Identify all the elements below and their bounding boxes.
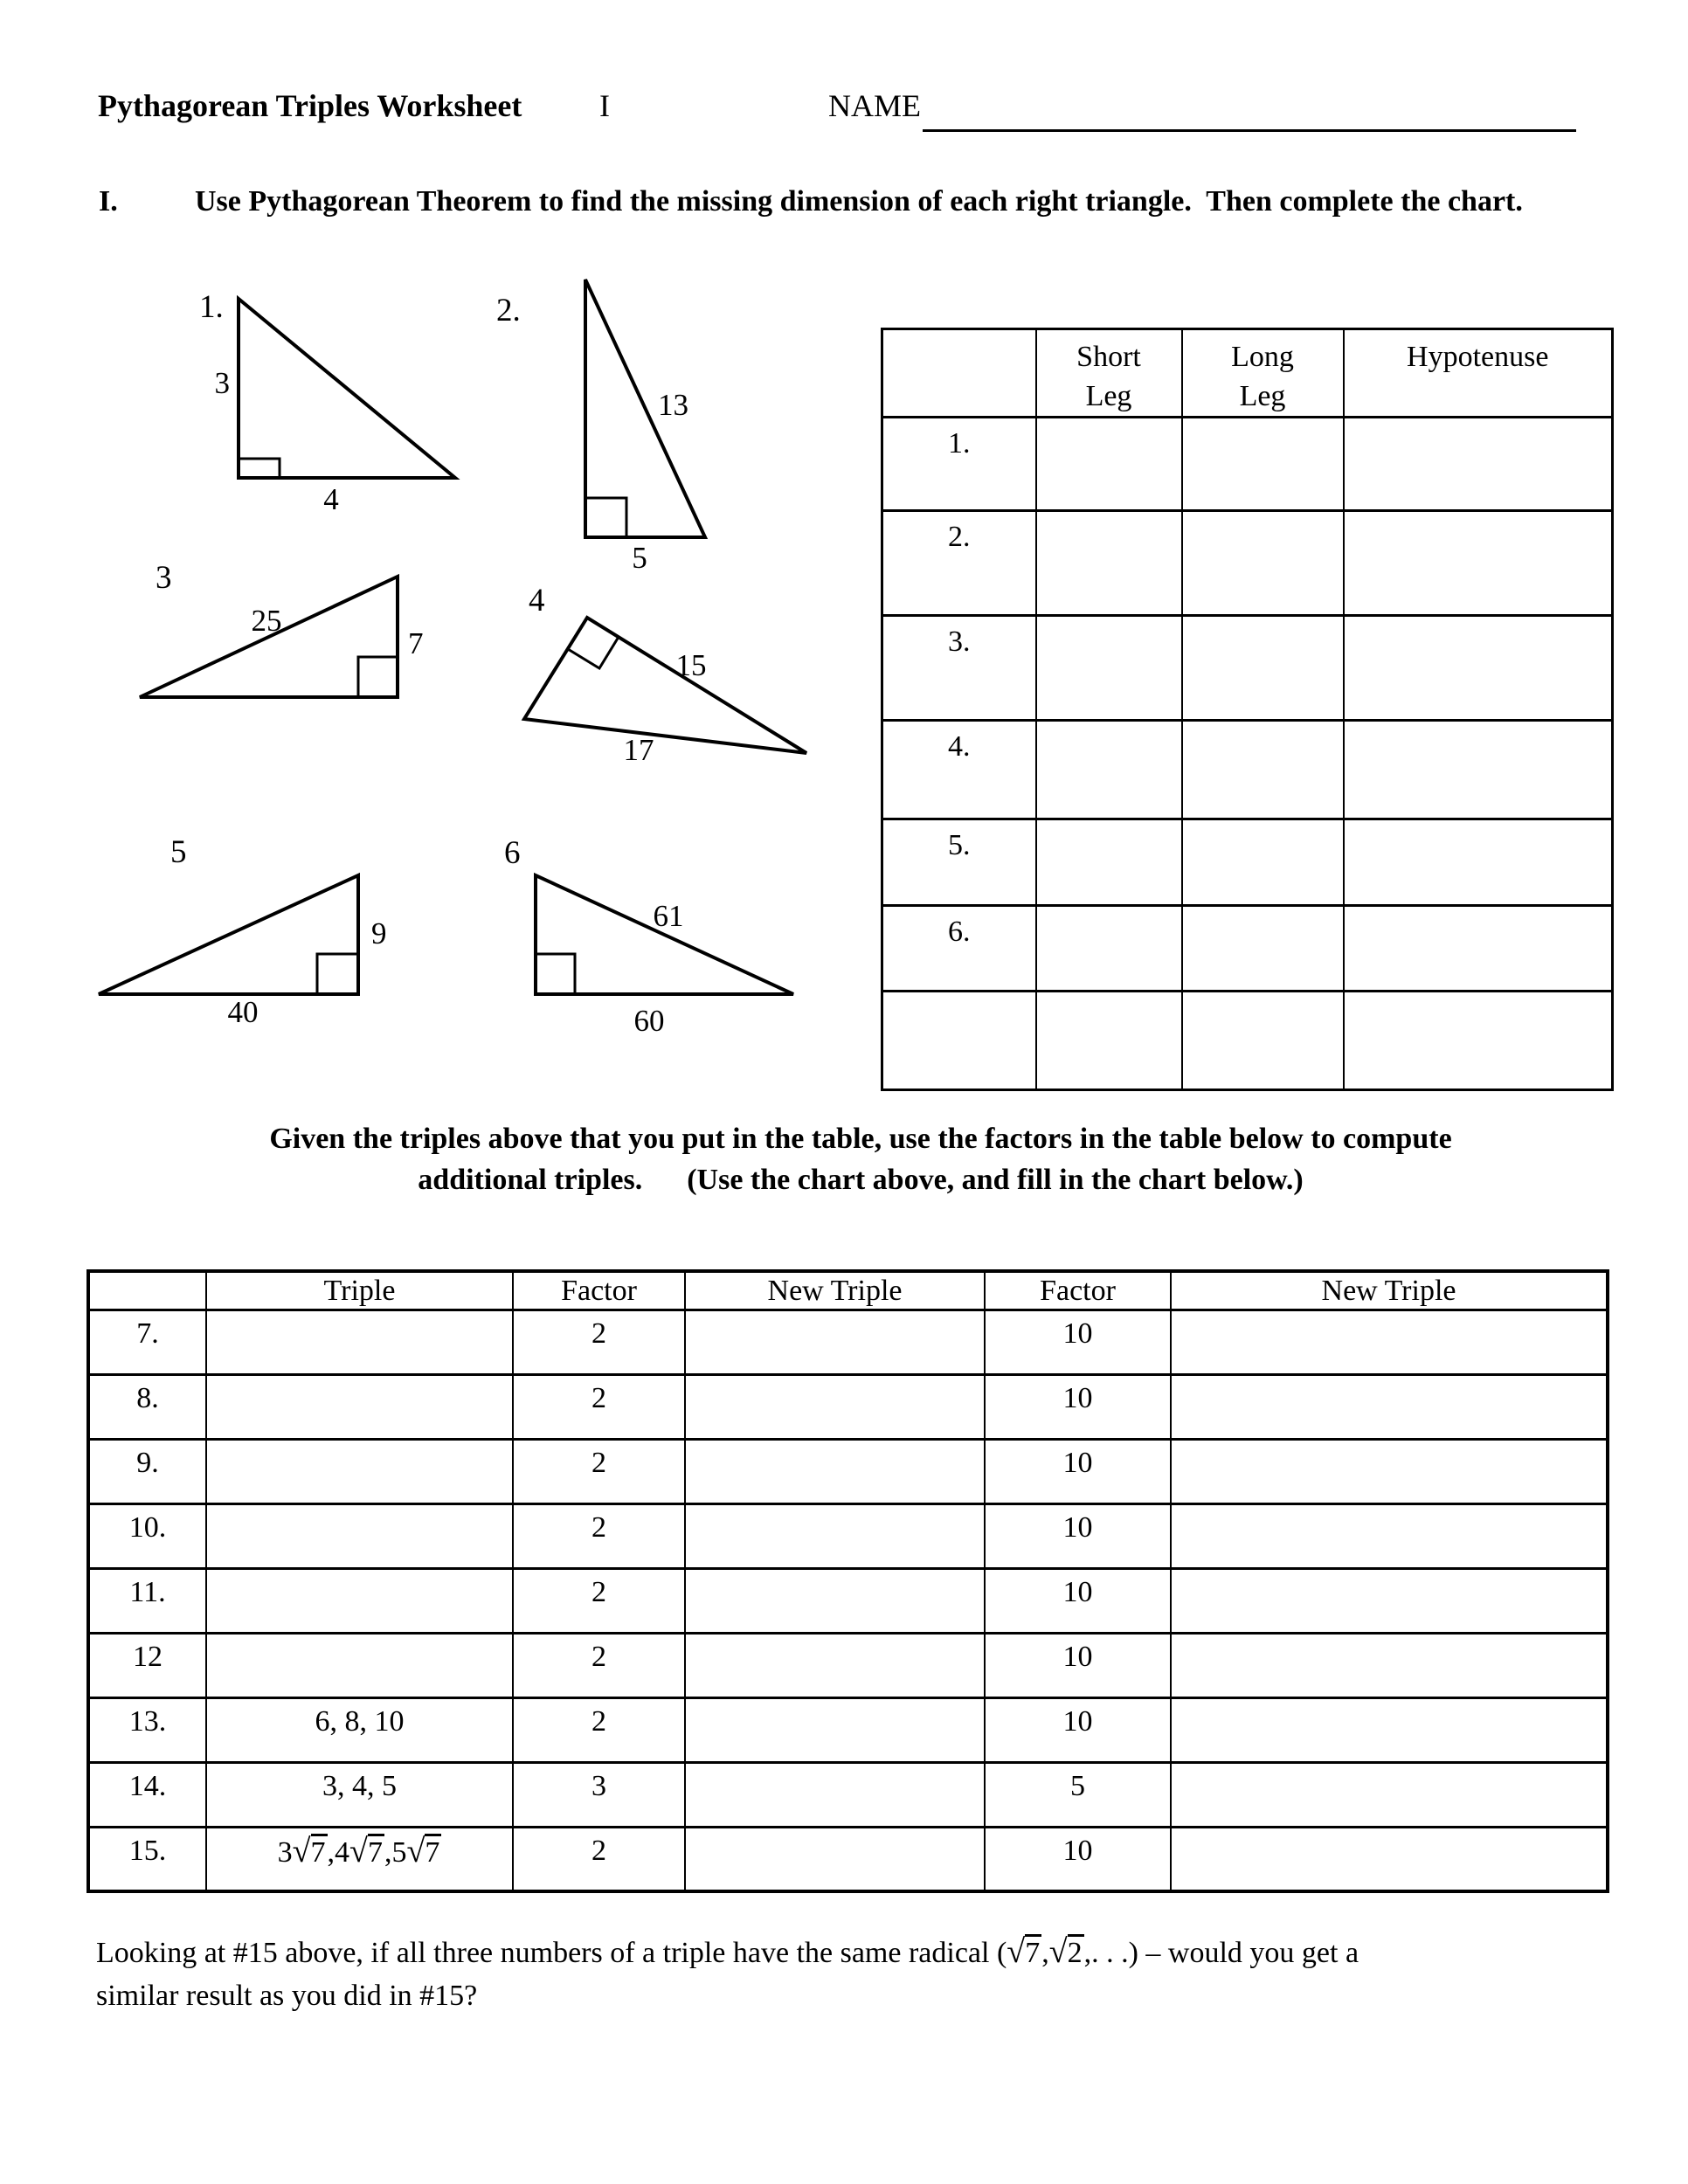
table2-triple-cell: 3, 4, 5 xyxy=(206,1762,513,1827)
table-row xyxy=(882,418,1613,511)
table1-row-num: 4. xyxy=(882,721,1036,819)
triangle-3-label: 3 xyxy=(156,560,172,596)
table2-triple-cell[interactable] xyxy=(206,1503,513,1568)
closing-question-line1: Looking at #15 above, if all three numbers of a triple have the same radical ( √ 7, √ 2,. . .) – would you get a xyxy=(96,1932,1616,1971)
table2-row-num: 15. xyxy=(88,1827,206,1891)
table-row xyxy=(88,1503,1608,1568)
table2-new-triple2-cell[interactable] xyxy=(1171,1439,1608,1503)
table2-row-num: 8. xyxy=(88,1374,206,1439)
table-row xyxy=(88,1697,1608,1762)
middle-instruction-line1: Given the triples above that you put in the table, use the factors in the table below to compute xyxy=(269,1123,1452,1155)
table2-triple-cell: 6, 8, 10 xyxy=(206,1697,513,1762)
table-row xyxy=(882,992,1613,1090)
table2-factor1-cell: 2 xyxy=(513,1568,685,1633)
table1-blank-short-leg[interactable] xyxy=(1036,511,1182,616)
table2-factor2-cell: 10 xyxy=(985,1374,1171,1439)
table2-header-new-triple: New Triple xyxy=(685,1271,985,1310)
middle-instruction-line2: additional triples. (Use the chart above, and fill in the chart below.) xyxy=(418,1164,1304,1196)
table2-row-num: 11. xyxy=(88,1568,206,1633)
triangle-6-hypotenuse: 61 xyxy=(653,899,684,933)
table2-header-new-triple: New Triple xyxy=(1171,1271,1608,1310)
table-row xyxy=(882,616,1613,721)
table1-blank-hypotenuse[interactable] xyxy=(1344,721,1613,819)
table-row xyxy=(882,906,1613,992)
table1-blank-hypotenuse[interactable] xyxy=(1344,819,1613,906)
table1-corner-cell xyxy=(882,329,1036,418)
table2-row-num: 7. xyxy=(88,1310,206,1374)
table2-new-triple2-cell[interactable] xyxy=(1171,1762,1608,1827)
triangle-4-shape xyxy=(524,618,806,753)
section-number: I. xyxy=(99,185,118,218)
table2-row-num: 12 xyxy=(88,1633,206,1697)
table1-blank-long-leg[interactable] xyxy=(1182,992,1344,1090)
triangle-3-figure xyxy=(92,559,489,725)
table2-header-factor: Factor xyxy=(985,1271,1171,1310)
table-row xyxy=(88,1633,1608,1697)
triangle-5-label: 5 xyxy=(170,834,187,870)
triangle-5-figure xyxy=(92,834,489,1040)
triangle-5-shape xyxy=(99,875,358,994)
table2-row-num: 14. xyxy=(88,1762,206,1827)
table2-factor1-cell: 2 xyxy=(513,1310,685,1374)
table2-factor2-cell: 10 xyxy=(985,1503,1171,1568)
triangle-1-side-a: 3 xyxy=(214,366,230,400)
table1-row-num: 6. xyxy=(882,906,1036,992)
table1-header-hypotenuse: Hypotenuse xyxy=(1344,329,1613,418)
table2-triple-cell[interactable] xyxy=(206,1568,513,1633)
table2-new-triple1-cell[interactable] xyxy=(685,1503,985,1568)
table2-factor1-cell: 3 xyxy=(513,1762,685,1827)
table1-blank-long-leg[interactable] xyxy=(1182,721,1344,819)
table1-header-short-leg: Short Leg xyxy=(1036,329,1182,418)
table2-new-triple1-cell[interactable] xyxy=(685,1310,985,1374)
triangle-5-side-b: 40 xyxy=(227,995,259,1029)
table-row xyxy=(882,511,1613,616)
triangle-dimensions-table xyxy=(881,328,1614,1091)
table2-new-triple2-cell[interactable] xyxy=(1171,1827,1608,1891)
radical-triple-term: , 5 √ 7 xyxy=(384,1834,441,1870)
triangle-4-label: 4 xyxy=(529,583,545,619)
name-blank-line[interactable] xyxy=(923,91,1576,132)
table1-blank-hypotenuse[interactable] xyxy=(1344,616,1613,721)
triangle-2-side-b: 5 xyxy=(632,541,647,575)
table1-blank-short-leg[interactable] xyxy=(1036,819,1182,906)
right-angle-marker xyxy=(568,637,619,668)
worksheet-title: Pythagorean Triples Worksheet xyxy=(98,88,522,123)
table2-factor2-cell: 10 xyxy=(985,1827,1171,1891)
triangle-2-hypotenuse: 13 xyxy=(658,388,688,422)
table1-row-num: 2. xyxy=(882,511,1036,616)
table1-row-num xyxy=(882,992,1036,1090)
table2-triple-cell[interactable] xyxy=(206,1310,513,1374)
table2-factor1-cell: 2 xyxy=(513,1374,685,1439)
table2-new-triple2-cell[interactable] xyxy=(1171,1310,1608,1374)
triangle-6-figure xyxy=(489,835,839,1044)
table1-blank-hypotenuse[interactable] xyxy=(1344,418,1613,511)
table2-new-triple1-cell[interactable] xyxy=(685,1762,985,1827)
table2-factor2-cell: 10 xyxy=(985,1439,1171,1503)
table2-factor1-cell: 2 xyxy=(513,1633,685,1697)
table2-new-triple1-cell[interactable] xyxy=(685,1633,985,1697)
table-row xyxy=(882,721,1613,819)
triangle-6-label: 6 xyxy=(504,835,521,871)
table2-new-triple2-cell[interactable] xyxy=(1171,1633,1608,1697)
table1-blank-short-leg[interactable] xyxy=(1036,721,1182,819)
triangle-1-shape xyxy=(239,299,455,478)
section-1-instruction xyxy=(99,180,1610,224)
radical-sign-icon: √ 7 xyxy=(1007,1932,1041,1971)
radical-triple-term: 3 √ 7 xyxy=(278,1834,328,1870)
name-label: NAME xyxy=(828,88,921,123)
table2-row-num: 13. xyxy=(88,1697,206,1762)
table2-new-triple1-cell[interactable] xyxy=(685,1697,985,1762)
table2-factor1-cell: 2 xyxy=(513,1439,685,1503)
table1-blank-short-leg[interactable] xyxy=(1036,992,1182,1090)
table2-header-factor: Factor xyxy=(513,1271,685,1310)
triangle-1-figure xyxy=(122,284,489,529)
radical-sign-icon: √ 7 xyxy=(293,1834,328,1870)
section-instruction-text: Use Pythagorean Theorem to find the missing dimension of each right triangle. Then complete the chart. xyxy=(195,185,1523,218)
right-angle-marker xyxy=(317,954,358,994)
triangle-3-side-a: 7 xyxy=(408,626,424,660)
table1-blank-hypotenuse[interactable] xyxy=(1344,511,1613,616)
table2-triple-cell-radicals xyxy=(206,1827,513,1891)
table2-factor2-cell: 10 xyxy=(985,1697,1171,1762)
radical-sign-icon: √ 7 xyxy=(406,1834,441,1870)
triples-factors-table xyxy=(86,1269,1609,1893)
table2-triple-cell[interactable] xyxy=(206,1374,513,1439)
table2-new-triple1-cell[interactable] xyxy=(685,1827,985,1891)
table2-new-triple2-cell[interactable] xyxy=(1171,1568,1608,1633)
table2-header-triple: Triple xyxy=(206,1271,513,1310)
triangle-4-figure xyxy=(515,572,839,778)
triangle-6-side-b: 60 xyxy=(633,1004,665,1038)
triangle-5-side-a: 9 xyxy=(371,916,387,950)
table2-factor1-cell: 2 xyxy=(513,1697,685,1762)
table1-header-long-leg: Long Leg xyxy=(1182,329,1344,418)
table1-row-num: 5. xyxy=(882,819,1036,906)
triangle-1-side-b: 4 xyxy=(323,482,339,516)
table-row xyxy=(88,1568,1608,1633)
table1-row-num: 3. xyxy=(882,616,1036,721)
table2-factor2-cell: 5 xyxy=(985,1762,1171,1827)
table1-blank-short-leg[interactable] xyxy=(1036,418,1182,511)
table1-blank-short-leg[interactable] xyxy=(1036,906,1182,992)
table-row xyxy=(88,1827,1608,1891)
table1-blank-long-leg[interactable] xyxy=(1182,906,1344,992)
closing-question-line2: similar result as you did in #15? xyxy=(96,1980,478,2012)
table-row xyxy=(88,1310,1608,1374)
worksheet-number: I xyxy=(599,88,610,123)
table2-new-triple2-cell[interactable] xyxy=(1171,1374,1608,1439)
right-angle-marker xyxy=(585,498,626,537)
table1-row-num: 1. xyxy=(882,418,1036,511)
table1-blank-long-leg[interactable] xyxy=(1182,616,1344,721)
right-angle-marker xyxy=(536,954,575,994)
triangle-1-label: 1. xyxy=(199,289,224,325)
triangle-3-hypotenuse: 25 xyxy=(251,604,282,638)
table2-triple-cell[interactable] xyxy=(206,1633,513,1697)
right-angle-marker xyxy=(239,459,280,478)
radical-triple-term: , 4 √ 7 xyxy=(328,1834,384,1870)
table2-row-num: 9. xyxy=(88,1439,206,1503)
triangle-4-hypotenuse: 17 xyxy=(623,733,654,767)
radical-sign-icon: √ 2 xyxy=(1049,1932,1084,1971)
table2-new-triple2-cell[interactable] xyxy=(1171,1697,1608,1762)
table2-factor1-cell: 2 xyxy=(513,1827,685,1891)
table1-blank-long-leg[interactable] xyxy=(1182,511,1344,616)
table1-blank-long-leg[interactable] xyxy=(1182,819,1344,906)
table2-factor1-cell: 2 xyxy=(513,1503,685,1568)
table2-row-num: 10. xyxy=(88,1503,206,1568)
table2-new-triple2-cell[interactable] xyxy=(1171,1503,1608,1568)
radical-sign-icon: √ 7 xyxy=(349,1834,384,1870)
table2-factor2-cell: 10 xyxy=(985,1310,1171,1374)
table1-blank-hypotenuse[interactable] xyxy=(1344,906,1613,992)
table1-blank-hypotenuse[interactable] xyxy=(1344,992,1613,1090)
triangle-2-figure xyxy=(485,266,773,581)
table2-new-triple1-cell[interactable] xyxy=(685,1568,985,1633)
table1-blank-short-leg[interactable] xyxy=(1036,616,1182,721)
table-row xyxy=(88,1762,1608,1827)
table2-corner-cell xyxy=(88,1271,206,1310)
right-angle-marker xyxy=(358,657,398,697)
table-row xyxy=(882,819,1613,906)
table-row xyxy=(88,1374,1608,1439)
middle-instruction xyxy=(100,1118,1621,1200)
table2-triple-cell[interactable] xyxy=(206,1439,513,1503)
triangle-2-label: 2. xyxy=(496,293,521,328)
table-row xyxy=(88,1439,1608,1503)
table2-new-triple1-cell[interactable] xyxy=(685,1374,985,1439)
table1-blank-long-leg[interactable] xyxy=(1182,418,1344,511)
table2-new-triple1-cell[interactable] xyxy=(685,1439,985,1503)
table2-factor2-cell: 10 xyxy=(985,1568,1171,1633)
triangle-4-side-a: 15 xyxy=(675,648,707,682)
table2-factor2-cell: 10 xyxy=(985,1633,1171,1697)
